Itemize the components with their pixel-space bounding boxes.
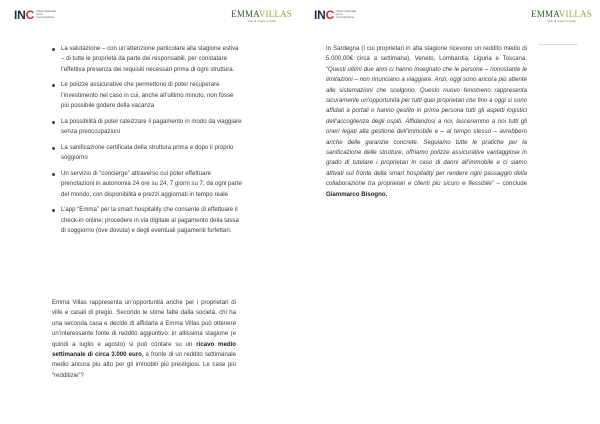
inc-logo-word: INC	[14, 8, 35, 22]
quote-author: Giammarco Bisogno.	[326, 190, 388, 198]
inc-logo	[314, 9, 358, 21]
bullet-item: La sanificazione certificata della struttura prima e dopo il proprio soggiorno	[52, 143, 242, 164]
owners-paragraph: Emma Villas rappresenta un’opportunità anche per i proprietari di ville e casali di pregio. Secondo le stime fatte dalla società, chi ha una seconda casa e decide di affidarla a Emma Villas può ottenere un’interessante fonte di reddito aggiuntivo: in altissima stagione (e quindi a luglio e agosto) si può contare su un ricavo medio settimanale di circa 3.000 euro, a fronte di un reddito settimanale medio ancora più alto per gli immobili più prestigiosi. Le case più “redditizie”?	[52, 299, 237, 379]
inc-logo-subtitle: Istituto Nazionale per la Comunicazione	[36, 10, 56, 19]
inc-logo-subtitle: Istituto Nazionale per la Comunicazione	[336, 10, 356, 19]
emma-villas-logo-word: EMMAVILLAS	[531, 9, 592, 19]
emma-villas-logo-word: EMMAVILLAS	[231, 9, 292, 19]
emma-villas-tagline: Ville di pregio in Italia	[547, 19, 576, 23]
bullet-item: La possibilità di poter rateizzare il pagamento in modo da viaggiare senza preoccupazioni	[52, 117, 242, 138]
quote-text: “Questi ultimi due anni ci hanno insegnato che le persone – nonostante le limitazioni – non rinunciano a viaggiare. Anzi, oggi sono ancora più attente alle sistemazioni che scelgono. Questo nuovo fenomeno rappresenta sicuramente un’opportunità per tutti quei proprietari che fino a oggi si sono affidati a portali o hanno gestito in prima persona tutti gli aspetti logistici dell’accoglienza degli ospiti. Affidandosi a noi, lasceremmo a noi tutti gli oneri legati alla gestione dell’immobile e – al tempo stesso – avrebbero anche delle garanzie concrete. Seguiamo tutte le pratiche per la sanificazione delle strutture, offriamo polizze assicurative vantaggiose in grado di tutelare i proprietari in caso di danni all’immobile e ci siamo attivati sul fronte della smart hospitality per rendere ogni passaggio della collaborazione tra proprietari e clienti più sicuro e flessibile”	[326, 65, 527, 188]
feature-bullet-list	[52, 44, 242, 242]
emma-villas-logo	[231, 9, 292, 23]
bullet-item: Le polizze assicurative che permettono di poter recuperare l’investimento nel caso in cui, anche all’ultimo minuto, non fosse più possibile godere della vacanza	[52, 80, 242, 111]
inc-logo	[14, 9, 58, 21]
bullet-item: Un servizio di “concierge” attraverso cui poter effettuare prenotazioni in autonomia 24 ore su 24, 7 giorni su 7, da ogni parte del mondo, con disponibilità e prezzi aggiornati in tempo reale	[52, 169, 242, 200]
inc-logo-word: INC	[314, 8, 335, 22]
emma-villas-logo	[531, 9, 592, 23]
divider	[538, 44, 578, 45]
revenue-highlight: ricavo medio settimanale di circa 3.000 euro	[52, 340, 237, 359]
bullet-item: L’app “Emma” per la smart hospitality che consente di effettuare il check-in online; procedere in via digitale al pagamento della tassa di soggiorno (ove dovuta) e degli eventuali pagamenti forfettari.	[52, 205, 242, 236]
quote-paragraph: In Sardegna (i cui proprietari in alta stagione ricevono un reddito medio di 5.000,00€ circa a settimana), Veneto, Lombardia, Liguria e Toscana. “Questi ultimi due anni ci hanno insegnato che le persone – nonostante le limitazioni – non rinunciano a viaggiare. Anzi, oggi sono ancora più attente alle sistemazioni che scelgono. Questo nuovo fenomeno rappresenta sicuramente un’opportunità per tutti quei proprietari che fino a oggi si sono affidati a portali o hanno gestito in prima persona tutti gli aspetti logistici dell’accoglienza degli ospiti. Affidandosi a noi, lasceremmo a noi tutti gli oneri legati alla gestione dell’immobile e – al tempo stesso – avrebbero anche delle garanzie concrete. Seguiamo tutte le pratiche per la sanificazione delle strutture, offriamo polizze assicurative vantaggiose in grado di tutelare i proprietari in caso di danni all’immobile e ci siamo attivati sul fronte della smart hospitality per rendere ogni passaggio della collaborazione tra proprietari e clienti più sicuro e flessibile” – conclude Giammarco Bisogno.	[326, 45, 528, 198]
right-page	[300, 0, 600, 424]
bullet-item: La valutazione – con un’attenzione particolare alla stagione estiva – di tutte le proprietà da parte dei responsabili, per constatare l’effettiva presenza dei requisiti necessari prima di ogni struttura.	[52, 44, 242, 75]
emma-villas-tagline: Ville di pregio in Italia	[247, 19, 276, 23]
